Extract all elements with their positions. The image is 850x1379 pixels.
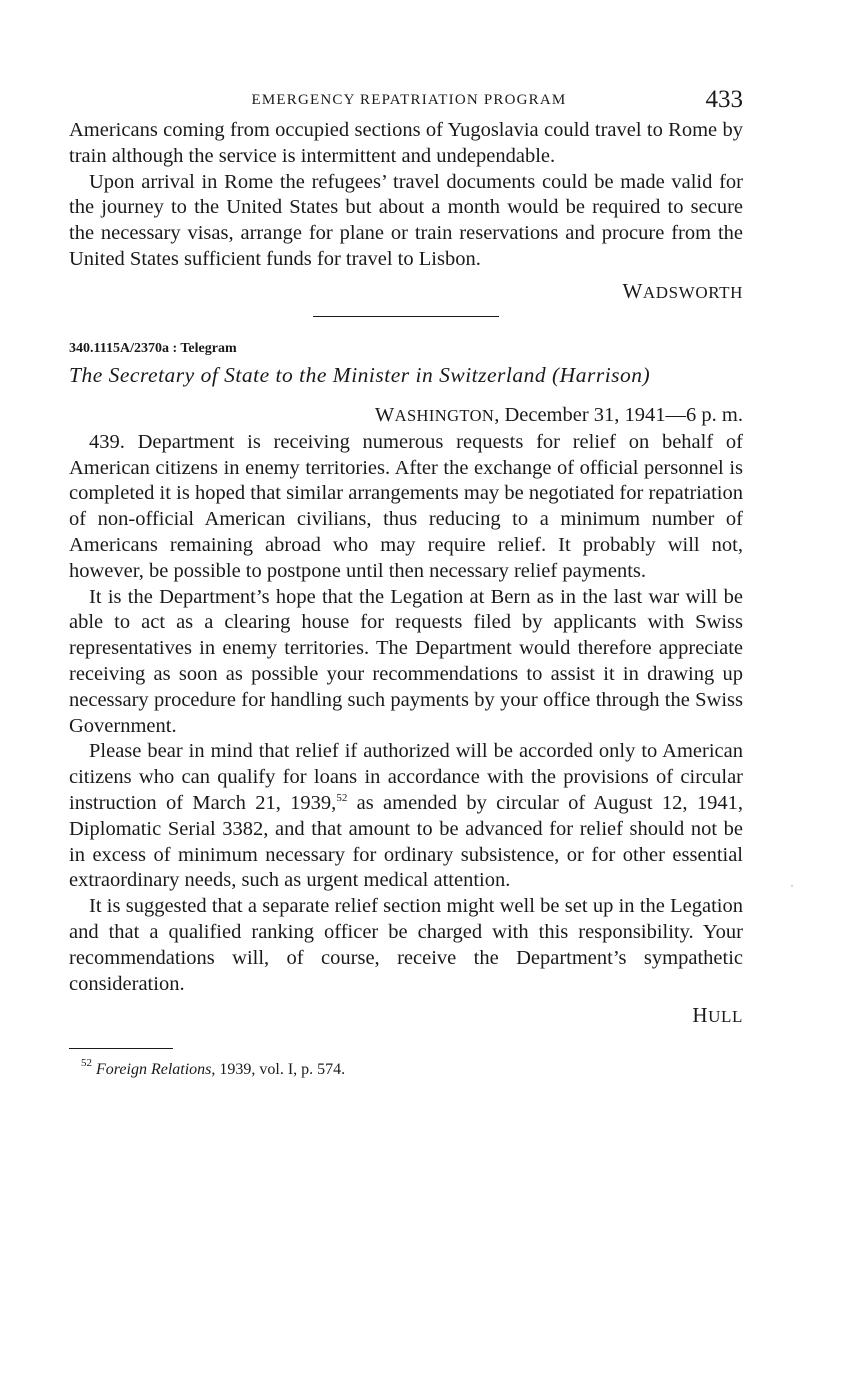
footnote-number: 52 xyxy=(81,1057,92,1070)
dateline-date: , December 31, 1941—6 p. m. xyxy=(494,403,743,426)
signature-wadsworth: WADSWORTH xyxy=(622,278,743,303)
body-paragraph: 439. Department is receiving numerous requests for relief on behalf of American citizens in enemy territories. After the exchange of official personnel is completed it is hoped that similar arrangements may be negotiated for repatriation of non-official American civilians, thus reducing to a minimum number of Americans remaining abroad who may require relief. It probably will not, however, be possible to postpone until then necessary relief payments. xyxy=(69,430,743,582)
body-paragraph: Upon arrival in Rome the refugees’ travel documents could be made valid for the journey to the United States but about a month would be required to secure the necessary visas, arrange for plane or train reservations and procure from the United States sufficient funds for travel to Lisbon. xyxy=(69,170,743,270)
telegram-document xyxy=(69,341,743,1029)
file-number: 340.1115A/2370a : Telegram xyxy=(69,340,237,356)
dateline xyxy=(69,404,743,427)
dateline-place: WASHINGTON xyxy=(374,403,495,426)
footnote xyxy=(69,1057,743,1079)
signature-hull: HULL xyxy=(692,1003,743,1028)
scan-speck xyxy=(791,885,793,887)
section-divider xyxy=(313,316,499,317)
footnote-rule xyxy=(69,1048,173,1049)
body-paragraph: Please bear in mind that relief if authorized will be accorded only to American citizens who can qualify for loans in accordance with the provisions of circular instruction of March 21, 1939,52 as amended by circular of August 12, 1941, Diplomatic Serial 3382, and that amount to be advanced for relief should not be in excess of minimum necessary for ordinary subsistence, or for other essential extraordinary needs, such as urgent medical attention. xyxy=(69,740,743,892)
body-paragraph: It is suggested that a separate relief section might well be set up in the Legation and that a qualified ranking officer be charged with this responsibility. Your recommendations will, of course, receive the Department’s sympathetic consideration. xyxy=(69,895,743,995)
previous-document-tail xyxy=(69,118,743,304)
document-title: The Secretary of State to the Minister in Switzerland (Harrison) xyxy=(69,362,651,387)
book-page xyxy=(69,86,743,1079)
footnote-reference[interactable]: 52 xyxy=(336,791,348,804)
body-paragraph: It is the Department’s hope that the Legation at Bern as in the last war will be able to act as a clearing house for requests filed by applicants with Swiss representatives in enemy territories. The Department would therefore appreciate receiving as soon as possible your recommendations to assist it in drawing up necessary procedure for handling such payments by your office through the Swiss Government. xyxy=(69,585,743,737)
footnote-citation: , 1939, vol. I, p. 574. xyxy=(211,1061,346,1079)
body-paragraph: Americans coming from occupied sections of Yugoslavia could travel to Rome by train although the service is intermittent and undependable. xyxy=(69,119,743,167)
running-title: EMERGENCY REPATRIATION PROGRAM xyxy=(251,92,567,108)
page-number: 433 xyxy=(705,86,743,113)
footnote-source: Foreign Relations xyxy=(96,1061,212,1079)
running-head xyxy=(69,86,743,118)
